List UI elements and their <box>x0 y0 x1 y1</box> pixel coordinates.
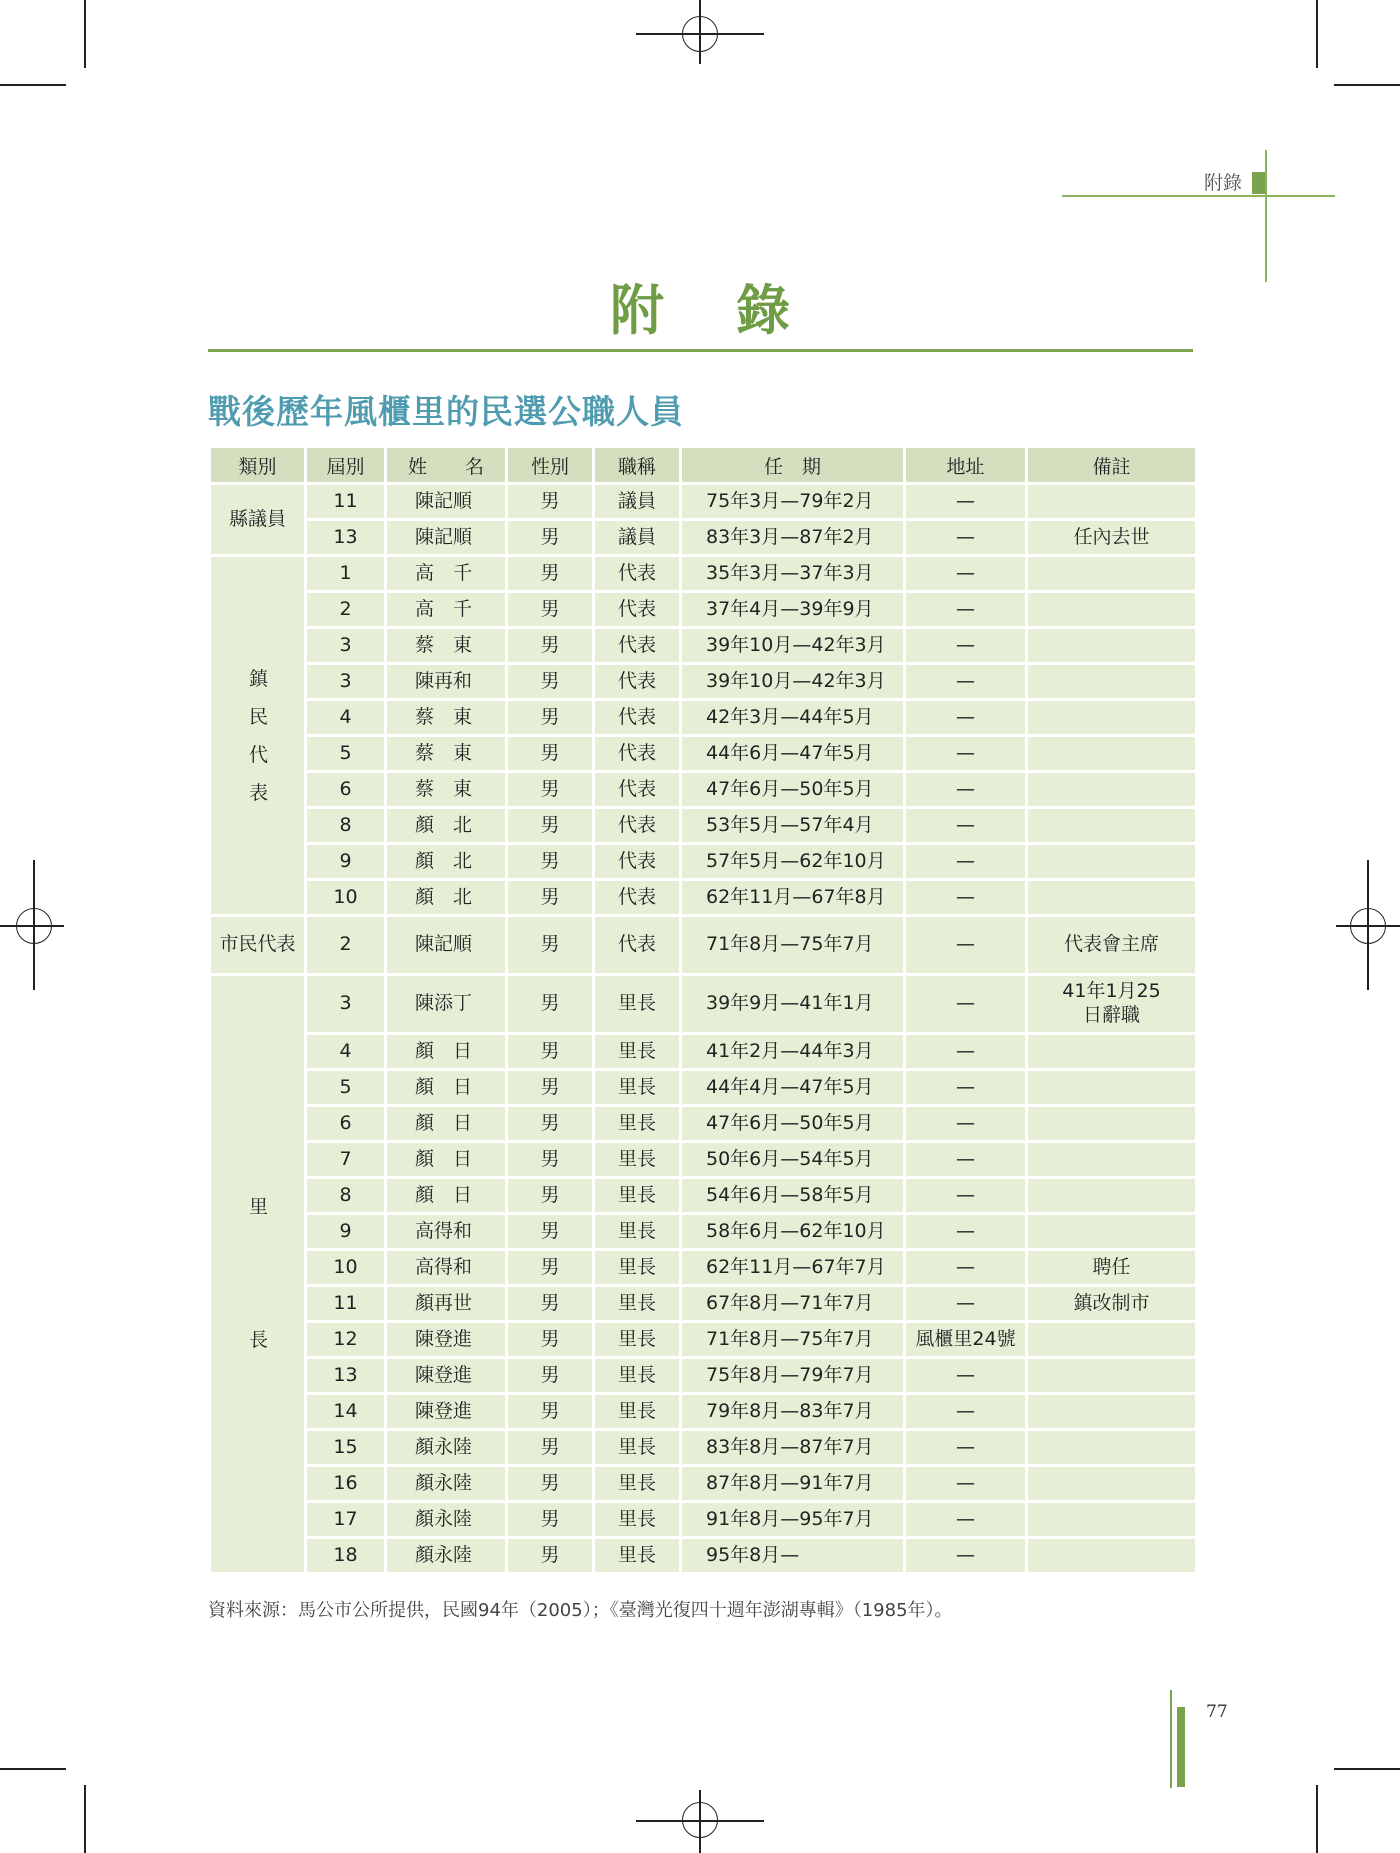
table-row <box>210 772 1197 808</box>
address-cell: — <box>905 1214 1027 1250</box>
term-period-cell: 39年10月—42年3月 <box>681 628 905 664</box>
term-number-cell: 4 <box>306 700 386 736</box>
note-cell: 聘任 <box>1027 1250 1197 1286</box>
gender-cell: 男 <box>507 1430 594 1466</box>
term-period-cell: 62年11月—67年8月 <box>681 880 905 916</box>
gender-cell: 男 <box>507 592 594 628</box>
page-number-bar <box>1177 1707 1185 1787</box>
title-cell: 代表 <box>594 736 681 772</box>
running-head-rule <box>1062 195 1335 197</box>
term-number-cell: 5 <box>306 1070 386 1106</box>
column-header: 職稱 <box>594 447 681 484</box>
page-number-rule <box>1170 1690 1172 1788</box>
term-number-cell: 3 <box>306 628 386 664</box>
term-number-cell: 2 <box>306 916 386 975</box>
address-cell: — <box>905 736 1027 772</box>
table-row <box>210 1214 1197 1250</box>
address-cell: — <box>905 592 1027 628</box>
term-period-cell: 53年5月—57年4月 <box>681 808 905 844</box>
note-cell: 代表會主席 <box>1027 916 1197 975</box>
name-cell: 陳記順 <box>386 520 507 556</box>
term-number-cell: 12 <box>306 1322 386 1358</box>
address-cell: — <box>905 1466 1027 1502</box>
term-period-cell: 50年6月—54年5月 <box>681 1142 905 1178</box>
term-number-cell: 17 <box>306 1502 386 1538</box>
gender-cell: 男 <box>507 844 594 880</box>
term-period-cell: 91年8月—95年7月 <box>681 1502 905 1538</box>
title-cell: 代表 <box>594 628 681 664</box>
title-cell: 代表 <box>594 880 681 916</box>
table-row <box>210 1286 1197 1322</box>
address-cell: — <box>905 1142 1027 1178</box>
term-period-cell: 58年6月—62年10月 <box>681 1214 905 1250</box>
title-rule <box>208 349 1193 352</box>
term-number-cell: 8 <box>306 808 386 844</box>
address-cell: 風櫃里24號 <box>905 1322 1027 1358</box>
address-cell: — <box>905 880 1027 916</box>
address-cell: — <box>905 772 1027 808</box>
name-cell: 蔡 東 <box>386 736 507 772</box>
note-cell <box>1027 556 1197 592</box>
table-row <box>210 736 1197 772</box>
category-cell: 市民代表 <box>210 916 306 975</box>
table-row <box>210 880 1197 916</box>
note-cell <box>1027 1502 1197 1538</box>
gender-cell: 男 <box>507 1214 594 1250</box>
title-cell: 里長 <box>594 1178 681 1214</box>
name-cell: 顏永陸 <box>386 1466 507 1502</box>
name-cell: 顏永陸 <box>386 1430 507 1466</box>
gender-cell: 男 <box>507 1538 594 1574</box>
gender-cell: 男 <box>507 1250 594 1286</box>
name-cell: 顏 北 <box>386 844 507 880</box>
term-period-cell: 71年8月—75年7月 <box>681 1322 905 1358</box>
gender-cell: 男 <box>507 975 594 1034</box>
address-cell: — <box>905 808 1027 844</box>
name-cell: 陳添丁 <box>386 975 507 1034</box>
address-cell: — <box>905 916 1027 975</box>
gender-cell: 男 <box>507 808 594 844</box>
title-cell: 代表 <box>594 916 681 975</box>
table-row <box>210 1430 1197 1466</box>
gender-cell: 男 <box>507 880 594 916</box>
running-head: 附錄 <box>1203 172 1242 194</box>
title-cell: 代表 <box>594 844 681 880</box>
name-cell: 陳登進 <box>386 1358 507 1394</box>
address-cell: — <box>905 484 1027 520</box>
table-row <box>210 484 1197 520</box>
address-cell: — <box>905 520 1027 556</box>
term-number-cell: 18 <box>306 1538 386 1574</box>
address-cell: — <box>905 1034 1027 1070</box>
table-row <box>210 1502 1197 1538</box>
term-period-cell: 71年8月—75年7月 <box>681 916 905 975</box>
name-cell: 陳登進 <box>386 1394 507 1430</box>
table-header-row <box>210 447 1197 484</box>
title-cell: 議員 <box>594 484 681 520</box>
officials-table <box>208 445 1198 1575</box>
column-header: 任 期 <box>681 447 905 484</box>
title-cell: 里長 <box>594 1286 681 1322</box>
name-cell: 顏 日 <box>386 1142 507 1178</box>
address-cell: — <box>905 700 1027 736</box>
title-cell: 里長 <box>594 1142 681 1178</box>
address-cell: — <box>905 664 1027 700</box>
term-period-cell: 54年6月—58年5月 <box>681 1178 905 1214</box>
table-row <box>210 1178 1197 1214</box>
table-row <box>210 700 1197 736</box>
address-cell: — <box>905 1106 1027 1142</box>
note-cell <box>1027 772 1197 808</box>
category-cell: 里長 <box>210 975 306 1574</box>
title-cell: 里長 <box>594 1070 681 1106</box>
term-period-cell: 83年3月—87年2月 <box>681 520 905 556</box>
gender-cell: 男 <box>507 736 594 772</box>
name-cell: 顏永陸 <box>386 1502 507 1538</box>
address-cell: — <box>905 1394 1027 1430</box>
title-cell: 代表 <box>594 556 681 592</box>
gender-cell: 男 <box>507 1106 594 1142</box>
name-cell: 顏 北 <box>386 880 507 916</box>
address-cell: — <box>905 1178 1027 1214</box>
term-period-cell: 75年3月—79年2月 <box>681 484 905 520</box>
name-cell: 顏 日 <box>386 1178 507 1214</box>
name-cell: 陳登進 <box>386 1322 507 1358</box>
address-cell: — <box>905 1430 1027 1466</box>
term-number-cell: 1 <box>306 556 386 592</box>
name-cell: 高 千 <box>386 592 507 628</box>
term-number-cell: 10 <box>306 1250 386 1286</box>
page-number: 77 <box>1206 1702 1228 1722</box>
column-header: 備註 <box>1027 447 1197 484</box>
note-cell <box>1027 1466 1197 1502</box>
table-row <box>210 1142 1197 1178</box>
name-cell: 顏 北 <box>386 808 507 844</box>
name-cell: 陳再和 <box>386 664 507 700</box>
name-cell: 陳記順 <box>386 916 507 975</box>
address-cell: — <box>905 628 1027 664</box>
gender-cell: 男 <box>507 1394 594 1430</box>
running-head-marker <box>1252 172 1265 194</box>
note-cell <box>1027 880 1197 916</box>
note-cell <box>1027 1430 1197 1466</box>
address-cell: — <box>905 1070 1027 1106</box>
note-cell <box>1027 1178 1197 1214</box>
note-cell <box>1027 1358 1197 1394</box>
term-number-cell: 6 <box>306 772 386 808</box>
term-number-cell: 3 <box>306 664 386 700</box>
table-row <box>210 556 1197 592</box>
term-number-cell: 7 <box>306 1142 386 1178</box>
term-period-cell: 79年8月—83年7月 <box>681 1394 905 1430</box>
term-number-cell: 11 <box>306 484 386 520</box>
title-cell: 議員 <box>594 520 681 556</box>
column-header: 姓 名 <box>386 447 507 484</box>
term-number-cell: 8 <box>306 1178 386 1214</box>
term-number-cell: 3 <box>306 975 386 1034</box>
term-period-cell: 83年8月—87年7月 <box>681 1430 905 1466</box>
term-number-cell: 9 <box>306 1214 386 1250</box>
table-row <box>210 808 1197 844</box>
table-row <box>210 664 1197 700</box>
name-cell: 蔡 東 <box>386 772 507 808</box>
note-cell <box>1027 1070 1197 1106</box>
note-cell <box>1027 736 1197 772</box>
term-period-cell: 67年8月—71年7月 <box>681 1286 905 1322</box>
gender-cell: 男 <box>507 700 594 736</box>
term-number-cell: 13 <box>306 520 386 556</box>
table-row <box>210 844 1197 880</box>
gender-cell: 男 <box>507 664 594 700</box>
table-row <box>210 916 1197 975</box>
term-period-cell: 39年10月—42年3月 <box>681 664 905 700</box>
table-body <box>210 484 1197 1574</box>
title-cell: 代表 <box>594 772 681 808</box>
note-cell <box>1027 1106 1197 1142</box>
column-header: 屆別 <box>306 447 386 484</box>
term-period-cell: 44年4月—47年5月 <box>681 1070 905 1106</box>
term-number-cell: 14 <box>306 1394 386 1430</box>
address-cell: — <box>905 556 1027 592</box>
name-cell: 高得和 <box>386 1250 507 1286</box>
term-period-cell: 47年6月—50年5月 <box>681 772 905 808</box>
column-header: 地址 <box>905 447 1027 484</box>
gender-cell: 男 <box>507 556 594 592</box>
gender-cell: 男 <box>507 1322 594 1358</box>
term-number-cell: 11 <box>306 1286 386 1322</box>
table-row <box>210 520 1197 556</box>
address-cell: — <box>905 844 1027 880</box>
note-cell: 鎮改制市 <box>1027 1286 1197 1322</box>
address-cell: — <box>905 1538 1027 1574</box>
term-number-cell: 4 <box>306 1034 386 1070</box>
note-cell <box>1027 844 1197 880</box>
address-cell: — <box>905 1250 1027 1286</box>
term-period-cell: 75年8月—79年7月 <box>681 1358 905 1394</box>
title-cell: 里長 <box>594 975 681 1034</box>
term-number-cell: 15 <box>306 1430 386 1466</box>
table-row <box>210 628 1197 664</box>
gender-cell: 男 <box>507 628 594 664</box>
term-period-cell: 47年6月—50年5月 <box>681 1106 905 1142</box>
term-number-cell: 13 <box>306 1358 386 1394</box>
term-number-cell: 2 <box>306 592 386 628</box>
section-heading: 戰後歷年風櫃里的民選公職人員 <box>208 392 684 431</box>
title-cell: 代表 <box>594 808 681 844</box>
term-number-cell: 16 <box>306 1466 386 1502</box>
column-header: 類別 <box>210 447 306 484</box>
name-cell: 顏 日 <box>386 1070 507 1106</box>
term-number-cell: 9 <box>306 844 386 880</box>
title-cell: 里長 <box>594 1034 681 1070</box>
title-cell: 里長 <box>594 1358 681 1394</box>
title-cell: 里長 <box>594 1430 681 1466</box>
title-cell: 里長 <box>594 1394 681 1430</box>
category-cell: 縣議員 <box>210 484 306 556</box>
address-cell: — <box>905 1502 1027 1538</box>
gender-cell: 男 <box>507 772 594 808</box>
table-row <box>210 1250 1197 1286</box>
table-row <box>210 1034 1197 1070</box>
term-number-cell: 10 <box>306 880 386 916</box>
address-cell: — <box>905 1286 1027 1322</box>
running-head-vertical-rule <box>1265 150 1267 282</box>
title-cell: 里長 <box>594 1466 681 1502</box>
table-row <box>210 1394 1197 1430</box>
title-cell: 代表 <box>594 664 681 700</box>
term-period-cell: 35年3月—37年3月 <box>681 556 905 592</box>
title-cell: 里長 <box>594 1502 681 1538</box>
term-period-cell: 87年8月—91年7月 <box>681 1466 905 1502</box>
address-cell: — <box>905 1358 1027 1394</box>
page-title: 附錄 <box>610 278 862 342</box>
title-cell: 里長 <box>594 1322 681 1358</box>
name-cell: 陳記順 <box>386 484 507 520</box>
gender-cell: 男 <box>507 1070 594 1106</box>
note-cell <box>1027 484 1197 520</box>
name-cell: 高 千 <box>386 556 507 592</box>
gender-cell: 男 <box>507 484 594 520</box>
gender-cell: 男 <box>507 1142 594 1178</box>
note-cell <box>1027 1394 1197 1430</box>
gender-cell: 男 <box>507 1286 594 1322</box>
note-cell <box>1027 1214 1197 1250</box>
term-period-cell: 39年9月—41年1月 <box>681 975 905 1034</box>
term-number-cell: 6 <box>306 1106 386 1142</box>
address-cell: — <box>905 975 1027 1034</box>
title-cell: 里長 <box>594 1106 681 1142</box>
name-cell: 顏永陸 <box>386 1538 507 1574</box>
title-cell: 里長 <box>594 1250 681 1286</box>
table-row <box>210 1322 1197 1358</box>
title-cell: 代表 <box>594 700 681 736</box>
table-row <box>210 1538 1197 1574</box>
title-cell: 里長 <box>594 1214 681 1250</box>
table-row <box>210 592 1197 628</box>
table-row <box>210 1466 1197 1502</box>
note-cell: 任內去世 <box>1027 520 1197 556</box>
term-period-cell: 57年5月—62年10月 <box>681 844 905 880</box>
name-cell: 顏 日 <box>386 1106 507 1142</box>
note-cell <box>1027 1322 1197 1358</box>
note-cell <box>1027 592 1197 628</box>
name-cell: 蔡 東 <box>386 628 507 664</box>
table-row <box>210 1358 1197 1394</box>
gender-cell: 男 <box>507 1466 594 1502</box>
note-cell <box>1027 808 1197 844</box>
gender-cell: 男 <box>507 1502 594 1538</box>
gender-cell: 男 <box>507 1358 594 1394</box>
table-row <box>210 975 1197 1034</box>
category-cell: 鎮民代表 <box>210 556 306 916</box>
name-cell: 高得和 <box>386 1214 507 1250</box>
source-note: 資料來源：馬公市公所提供，民國94年（2005）；《臺灣光復四十週年澎湖專輯》（1985年）。 <box>208 1600 953 1621</box>
column-header: 性別 <box>507 447 594 484</box>
note-cell <box>1027 1034 1197 1070</box>
title-cell: 代表 <box>594 592 681 628</box>
name-cell: 顏 日 <box>386 1034 507 1070</box>
gender-cell: 男 <box>507 1034 594 1070</box>
term-period-cell: 37年4月—39年9月 <box>681 592 905 628</box>
term-period-cell: 62年11月—67年7月 <box>681 1250 905 1286</box>
term-period-cell: 95年8月— <box>681 1538 905 1574</box>
gender-cell: 男 <box>507 1178 594 1214</box>
table-row <box>210 1070 1197 1106</box>
term-period-cell: 44年6月—47年5月 <box>681 736 905 772</box>
name-cell: 顏再世 <box>386 1286 507 1322</box>
note-cell <box>1027 1538 1197 1574</box>
term-period-cell: 42年3月—44年5月 <box>681 700 905 736</box>
name-cell: 蔡 東 <box>386 700 507 736</box>
note-cell <box>1027 664 1197 700</box>
table-row <box>210 1106 1197 1142</box>
note-cell <box>1027 700 1197 736</box>
note-cell <box>1027 1142 1197 1178</box>
title-cell: 里長 <box>594 1538 681 1574</box>
gender-cell: 男 <box>507 520 594 556</box>
term-period-cell: 41年2月—44年3月 <box>681 1034 905 1070</box>
term-number-cell: 5 <box>306 736 386 772</box>
note-cell: 41年1月25日辭職 <box>1027 975 1197 1034</box>
note-cell <box>1027 628 1197 664</box>
gender-cell: 男 <box>507 916 594 975</box>
